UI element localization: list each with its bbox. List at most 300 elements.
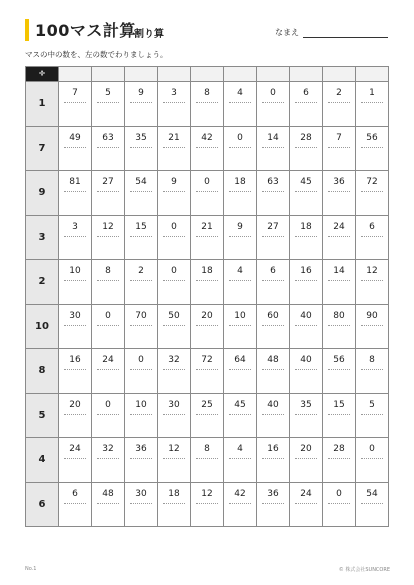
answer-line (262, 147, 284, 148)
table-row (26, 171, 389, 216)
answer-line (328, 458, 350, 459)
answer-line (97, 414, 119, 415)
answer-cell[interactable] (224, 482, 257, 527)
row-divisor-cell: 2 (26, 260, 59, 305)
row-divisor-cell: 10 (26, 304, 59, 349)
answer-line (229, 147, 251, 148)
dividend-number: 80 (333, 310, 345, 321)
answer-line (97, 369, 119, 370)
answer-cell[interactable] (323, 126, 356, 171)
answer-cell[interactable] (191, 393, 224, 438)
answer-cell[interactable] (158, 393, 191, 438)
answer-line (130, 102, 152, 103)
dividend-number: 42 (201, 132, 213, 143)
page-subtitle: 割り算 (134, 29, 164, 40)
answer-cell[interactable] (92, 304, 125, 349)
dividend-number: 0 (270, 88, 276, 98)
answer-cell[interactable] (92, 215, 125, 260)
answer-cell[interactable] (92, 438, 125, 483)
answer-cell[interactable] (191, 482, 224, 527)
dividend-number: 49 (69, 132, 81, 143)
answer-line (130, 369, 152, 370)
answer-line (196, 147, 218, 148)
dividend-number: 18 (168, 488, 180, 499)
answer-cell[interactable] (125, 126, 158, 171)
answer-cell[interactable] (257, 393, 290, 438)
answer-line (295, 503, 317, 504)
dividend-number: 48 (267, 355, 279, 365)
answer-cell[interactable] (356, 82, 389, 127)
dividend-number: 28 (300, 132, 312, 143)
dividend-number: 18 (201, 266, 213, 276)
answer-line (163, 503, 185, 504)
dividend-number: 16 (267, 444, 279, 454)
table-row (26, 304, 389, 349)
answer-cell[interactable] (125, 171, 158, 216)
answer-cell[interactable] (125, 82, 158, 127)
answer-cell[interactable] (224, 349, 257, 394)
answer-line (64, 280, 86, 281)
dividend-number: 20 (201, 310, 213, 321)
dividend-number: 36 (267, 488, 279, 499)
answer-line (328, 280, 350, 281)
header-blank-cell (191, 67, 224, 82)
answer-cell[interactable] (59, 438, 92, 483)
answer-line (361, 191, 383, 192)
dividend-number: 21 (201, 221, 213, 232)
answer-cell[interactable] (290, 171, 323, 216)
answer-cell[interactable] (59, 82, 92, 127)
dividend-number: 14 (333, 266, 345, 276)
instruction-text: マスの中の数を、左の数でわりましょう。 (25, 50, 168, 59)
answer-cell[interactable] (191, 126, 224, 171)
row-divisor-cell: 6 (26, 482, 59, 527)
dividend-number: 0 (369, 444, 375, 454)
answer-line (262, 458, 284, 459)
dividend-number: 40 (267, 399, 279, 410)
answer-cell[interactable] (257, 260, 290, 305)
answer-cell[interactable] (158, 349, 191, 394)
answer-cell[interactable] (125, 304, 158, 349)
answer-cell[interactable] (323, 349, 356, 394)
answer-cell[interactable] (59, 349, 92, 394)
dividend-number: 0 (204, 177, 210, 187)
answer-line (262, 414, 284, 415)
dividend-number: 70 (135, 310, 147, 321)
dividend-number: 30 (69, 310, 81, 321)
dividend-number: 50 (168, 310, 180, 321)
answer-cell[interactable] (59, 393, 92, 438)
answer-cell[interactable] (92, 349, 125, 394)
answer-line (97, 503, 119, 504)
answer-cell[interactable] (158, 438, 191, 483)
answer-cell[interactable] (191, 215, 224, 260)
dividend-number: 2 (336, 88, 342, 98)
table-row (26, 215, 389, 260)
header-blank-cell (158, 67, 191, 82)
dividend-number: 4 (237, 266, 243, 276)
dividend-number: 10 (69, 266, 81, 276)
answer-line (328, 236, 350, 237)
dividend-number: 20 (300, 444, 312, 454)
dividend-number: 42 (234, 488, 246, 499)
answer-cell[interactable] (125, 215, 158, 260)
dividend-number: 36 (135, 444, 147, 454)
answer-cell[interactable] (356, 215, 389, 260)
dividend-number: 3 (171, 88, 177, 98)
answer-cell[interactable] (323, 171, 356, 216)
answer-line (328, 503, 350, 504)
table-row (26, 438, 389, 483)
answer-cell[interactable] (191, 438, 224, 483)
dividend-number: 40 (300, 355, 312, 365)
dividend-number: 24 (102, 355, 114, 365)
answer-cell[interactable] (92, 171, 125, 216)
answer-line (295, 369, 317, 370)
answer-cell[interactable] (257, 126, 290, 171)
answer-cell[interactable] (59, 215, 92, 260)
answer-cell[interactable] (323, 438, 356, 483)
dividend-number: 64 (234, 355, 246, 365)
header-blank-cell (92, 67, 125, 82)
answer-cell[interactable] (158, 304, 191, 349)
dividend-number: 18 (234, 177, 246, 187)
answer-line (196, 503, 218, 504)
dividend-number: 56 (333, 355, 345, 365)
answer-cell[interactable] (59, 126, 92, 171)
dividend-number: 8 (204, 444, 210, 454)
answer-line (229, 503, 251, 504)
dividend-number: 1 (369, 88, 375, 98)
answer-line (163, 280, 185, 281)
answer-cell[interactable] (125, 482, 158, 527)
dividend-number: 5 (105, 88, 111, 98)
answer-line (328, 191, 350, 192)
header-blank-cell (290, 67, 323, 82)
dividend-number: 9 (237, 221, 243, 232)
answer-line (64, 102, 86, 103)
answer-cell[interactable] (290, 349, 323, 394)
answer-line (328, 102, 350, 103)
answer-line (97, 147, 119, 148)
dividend-number: 63 (267, 177, 279, 187)
row-divisor-cell: 9 (26, 171, 59, 216)
answer-cell[interactable] (257, 215, 290, 260)
answer-cell[interactable] (323, 260, 356, 305)
answer-line (328, 414, 350, 415)
answer-cell[interactable] (191, 349, 224, 394)
answer-line (295, 325, 317, 326)
dividend-number: 21 (168, 132, 180, 143)
dividend-number: 36 (333, 177, 345, 187)
dividend-number: 7 (72, 88, 78, 98)
answer-line (295, 147, 317, 148)
answer-line (130, 325, 152, 326)
dividend-number: 9 (171, 177, 177, 187)
answer-cell[interactable] (356, 482, 389, 527)
dividend-number: 0 (336, 488, 342, 499)
answer-line (97, 325, 119, 326)
dividend-number: 90 (366, 310, 378, 321)
answer-cell[interactable] (59, 482, 92, 527)
answer-line (130, 191, 152, 192)
page-number: No.1 (25, 566, 37, 572)
answer-line (262, 325, 284, 326)
answer-line (196, 236, 218, 237)
dividend-number: 9 (138, 88, 144, 98)
answer-cell[interactable] (191, 171, 224, 216)
answer-cell[interactable] (224, 304, 257, 349)
answer-line (163, 191, 185, 192)
dividend-number: 24 (69, 444, 81, 454)
answer-line (295, 414, 317, 415)
dividend-number: 0 (138, 355, 144, 365)
answer-line (229, 325, 251, 326)
dividend-number: 0 (171, 221, 177, 232)
dividend-number: 0 (105, 310, 111, 321)
dividend-number: 4 (237, 444, 243, 454)
answer-line (262, 102, 284, 103)
copyright-text: © 株式会社SUNCORE (338, 567, 390, 573)
header-blank-cell (125, 67, 158, 82)
answer-cell[interactable] (191, 304, 224, 349)
answer-cell[interactable] (356, 349, 389, 394)
dividend-number: 81 (69, 177, 81, 187)
answer-cell[interactable] (356, 260, 389, 305)
answer-cell[interactable] (224, 171, 257, 216)
answer-cell[interactable] (158, 82, 191, 127)
answer-cell[interactable] (92, 82, 125, 127)
answer-line (196, 191, 218, 192)
answer-cell[interactable] (158, 482, 191, 527)
answer-cell[interactable] (92, 393, 125, 438)
answer-line (196, 325, 218, 326)
dividend-number: 8 (369, 355, 375, 365)
answer-line (328, 325, 350, 326)
dividend-number: 30 (135, 488, 147, 499)
answer-cell[interactable] (125, 349, 158, 394)
row-divisor-cell: 4 (26, 438, 59, 483)
answer-line (64, 458, 86, 459)
answer-line (196, 458, 218, 459)
answer-cell[interactable] (92, 126, 125, 171)
answer-cell[interactable] (125, 438, 158, 483)
dividend-number: 16 (69, 355, 81, 365)
answer-line (97, 280, 119, 281)
header-blank-cell (59, 67, 92, 82)
answer-line (262, 191, 284, 192)
hundred-cell-grid (25, 66, 389, 527)
answer-cell[interactable] (158, 260, 191, 305)
answer-cell[interactable] (290, 482, 323, 527)
answer-line (361, 503, 383, 504)
answer-line (229, 191, 251, 192)
answer-line (196, 102, 218, 103)
answer-cell[interactable] (191, 260, 224, 305)
answer-line (163, 414, 185, 415)
answer-line (130, 414, 152, 415)
answer-line (97, 458, 119, 459)
answer-line (130, 147, 152, 148)
answer-line (163, 102, 185, 103)
dividend-number: 12 (168, 444, 180, 454)
answer-line (328, 369, 350, 370)
answer-cell[interactable] (59, 171, 92, 216)
dividend-number: 6 (270, 266, 276, 276)
answer-line (361, 325, 383, 326)
divisor-header-row (26, 67, 389, 82)
answer-cell[interactable] (224, 126, 257, 171)
dividend-number: 25 (201, 399, 213, 410)
header-blank-cell (323, 67, 356, 82)
answer-cell[interactable] (356, 171, 389, 216)
answer-cell[interactable] (323, 215, 356, 260)
dividend-number: 24 (300, 488, 312, 499)
dividend-number: 72 (201, 355, 213, 365)
dividend-number: 18 (300, 221, 312, 232)
dividend-number: 0 (105, 399, 111, 410)
answer-line (295, 236, 317, 237)
answer-line (361, 458, 383, 459)
answer-line (262, 369, 284, 370)
answer-cell[interactable] (257, 82, 290, 127)
answer-line (262, 236, 284, 237)
answer-cell[interactable] (323, 393, 356, 438)
answer-line (196, 369, 218, 370)
row-divisor-cell: 5 (26, 393, 59, 438)
answer-cell[interactable] (323, 304, 356, 349)
answer-line (130, 280, 152, 281)
answer-line (130, 236, 152, 237)
dividend-number: 27 (267, 221, 279, 232)
answer-cell[interactable] (257, 304, 290, 349)
answer-line (163, 458, 185, 459)
answer-cell[interactable] (125, 260, 158, 305)
answer-cell[interactable] (224, 215, 257, 260)
answer-cell[interactable] (356, 393, 389, 438)
answer-line (64, 503, 86, 504)
answer-cell[interactable] (158, 215, 191, 260)
answer-line (295, 280, 317, 281)
dividend-number: 60 (267, 310, 279, 321)
answer-cell[interactable] (323, 482, 356, 527)
answer-cell[interactable] (257, 349, 290, 394)
dividend-number: 56 (366, 132, 378, 143)
page-title: 100マス計算 (35, 21, 136, 40)
answer-cell[interactable] (257, 482, 290, 527)
answer-cell[interactable] (290, 438, 323, 483)
dividend-number: 0 (237, 132, 243, 143)
answer-line (229, 236, 251, 237)
dividend-number: 12 (366, 266, 378, 276)
dividend-number: 0 (171, 266, 177, 276)
answer-cell[interactable] (224, 393, 257, 438)
name-label: なまえ (275, 28, 299, 37)
answer-cell[interactable] (158, 171, 191, 216)
answer-line (130, 458, 152, 459)
name-write-line (303, 37, 388, 38)
answer-cell[interactable] (290, 304, 323, 349)
dividend-number: 45 (234, 399, 246, 410)
answer-cell[interactable] (224, 260, 257, 305)
answer-line (295, 191, 317, 192)
answer-cell[interactable] (356, 438, 389, 483)
dividend-number: 45 (300, 177, 312, 187)
dividend-number: 35 (300, 399, 312, 410)
answer-cell[interactable] (125, 393, 158, 438)
answer-cell[interactable] (92, 482, 125, 527)
answer-cell[interactable] (191, 82, 224, 127)
answer-line (229, 369, 251, 370)
answer-cell[interactable] (158, 126, 191, 171)
answer-line (97, 191, 119, 192)
dividend-number: 54 (366, 488, 378, 499)
table-row (26, 349, 389, 394)
answer-cell[interactable] (257, 171, 290, 216)
answer-cell[interactable] (356, 126, 389, 171)
dividend-number: 20 (69, 399, 81, 410)
dividend-number: 8 (204, 88, 210, 98)
dividend-number: 15 (333, 399, 345, 410)
dividend-number: 54 (135, 177, 147, 187)
header-blank-cell (356, 67, 389, 82)
table-row (26, 126, 389, 171)
answer-cell[interactable] (92, 260, 125, 305)
answer-cell[interactable] (290, 126, 323, 171)
answer-line (361, 280, 383, 281)
answer-line (163, 236, 185, 237)
dividend-number: 6 (369, 221, 375, 232)
table-row (26, 82, 389, 127)
dividend-number: 12 (201, 488, 213, 499)
dividend-number: 8 (105, 266, 111, 276)
dividend-number: 40 (300, 310, 312, 321)
dividend-number: 6 (303, 88, 309, 98)
row-divisor-cell: 8 (26, 349, 59, 394)
dividend-number: 28 (333, 444, 345, 454)
answer-line (361, 102, 383, 103)
answer-cell[interactable] (290, 260, 323, 305)
answer-cell[interactable] (290, 215, 323, 260)
answer-cell[interactable] (323, 82, 356, 127)
dividend-number: 15 (135, 221, 147, 232)
row-divisor-cell: 3 (26, 215, 59, 260)
dividend-number: 24 (333, 221, 345, 232)
dividend-number: 35 (135, 132, 147, 143)
answer-line (64, 414, 86, 415)
dividend-number: 6 (72, 488, 78, 499)
answer-line (97, 236, 119, 237)
answer-line (163, 325, 185, 326)
answer-line (64, 325, 86, 326)
answer-line (295, 458, 317, 459)
answer-cell[interactable] (224, 438, 257, 483)
answer-cell[interactable] (224, 82, 257, 127)
answer-cell[interactable] (59, 260, 92, 305)
table-row (26, 393, 389, 438)
answer-cell[interactable] (290, 82, 323, 127)
answer-cell[interactable] (257, 438, 290, 483)
answer-line (229, 102, 251, 103)
dividend-number: 63 (102, 132, 114, 143)
answer-line (64, 191, 86, 192)
dividend-number: 10 (234, 310, 246, 321)
answer-cell[interactable] (356, 304, 389, 349)
dividend-number: 7 (336, 132, 342, 143)
answer-cell[interactable] (59, 304, 92, 349)
answer-cell[interactable] (290, 393, 323, 438)
answer-line (97, 102, 119, 103)
